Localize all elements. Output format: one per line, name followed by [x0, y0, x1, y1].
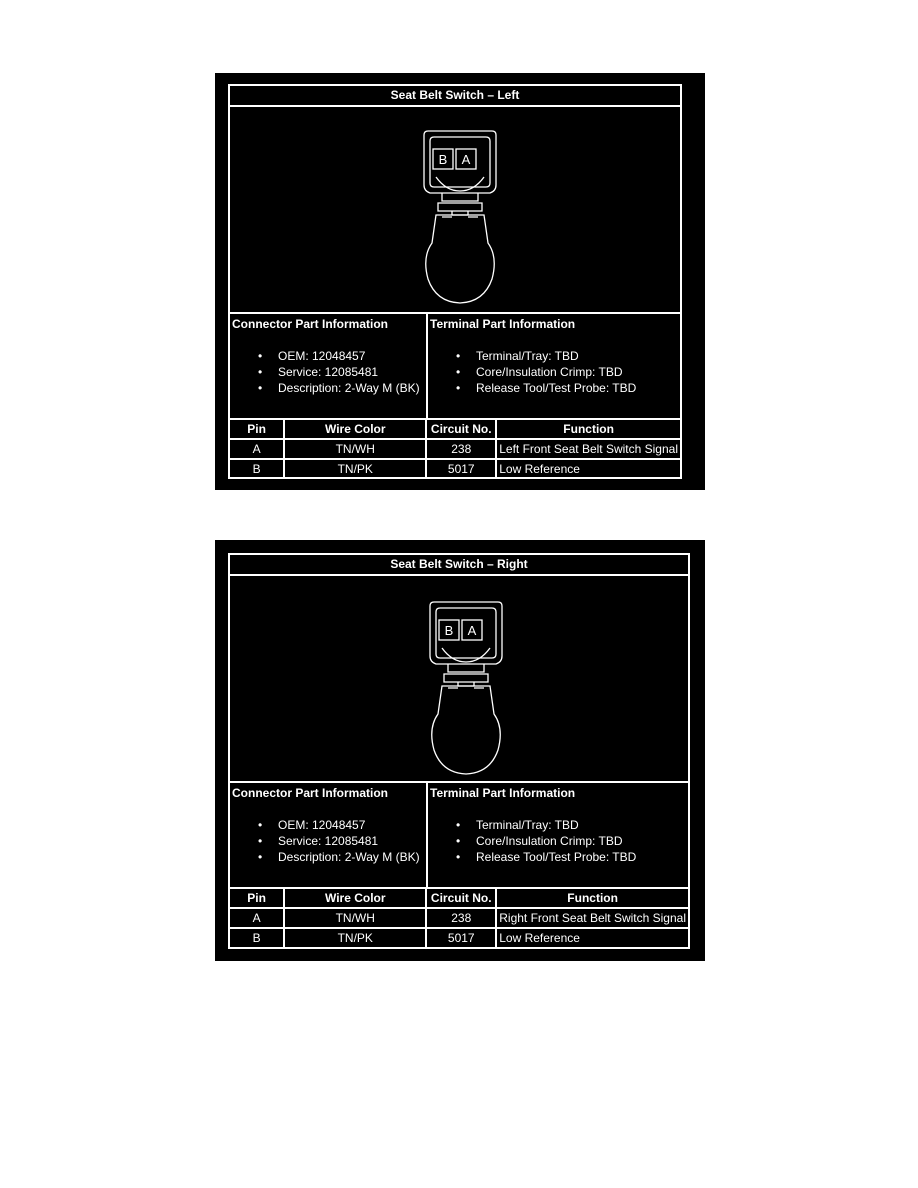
connector-drawing [230, 107, 680, 312]
circuit-cell: 238 [426, 439, 496, 459]
connector-illustration [230, 107, 680, 314]
connector-part-info [230, 314, 428, 418]
list-item: • Service: 12085481 [258, 364, 420, 380]
function-cell: Low Reference [496, 928, 688, 947]
panel-title: Seat Belt Switch – Right [230, 555, 688, 576]
terminal-part-header: Terminal Part Information [430, 317, 576, 331]
connector-frame [228, 84, 682, 479]
table-row [230, 439, 680, 459]
pin-cell: A [230, 908, 284, 928]
pinout-table [230, 889, 688, 947]
list-item: • Release Tool/Test Probe: TBD [456, 380, 636, 396]
column-header: Circuit No. [426, 889, 496, 908]
list-item: • Service: 12085481 [258, 833, 420, 849]
pin-cell: B [230, 459, 284, 478]
column-header: Wire Color [284, 420, 426, 439]
list-item: • OEM: 12048457 [258, 348, 420, 364]
cavity-label-a: A [461, 152, 471, 167]
part-information [230, 783, 688, 889]
wire-color-cell: TN/WH [284, 908, 426, 928]
function-cell: Low Reference [496, 459, 680, 478]
circuit-cell: 5017 [426, 459, 496, 478]
table-row [230, 928, 688, 947]
table-header-row [230, 889, 688, 908]
cavity-label-b: B [438, 152, 448, 167]
table-header-row [230, 420, 680, 439]
wire-color-cell: TN/PK [284, 459, 426, 478]
terminal-part-list [456, 348, 636, 396]
function-cell: Right Front Seat Belt Switch Signal [496, 908, 688, 928]
connector-drawing [230, 576, 688, 781]
part-information [230, 314, 680, 420]
connector-frame [228, 553, 690, 949]
list-item: • Release Tool/Test Probe: TBD [456, 849, 636, 865]
function-cell: Left Front Seat Belt Switch Signal [496, 439, 680, 459]
circuit-cell: 238 [426, 908, 496, 928]
table-row [230, 908, 688, 928]
list-item: • Description: 2-Way M (BK) [258, 380, 420, 396]
pin-cell: B [230, 928, 284, 947]
circuit-cell: 5017 [426, 928, 496, 947]
cavity-label-b: B [444, 623, 454, 638]
terminal-part-header: Terminal Part Information [430, 786, 576, 800]
column-header: Function [496, 889, 688, 908]
connector-part-info [230, 783, 428, 887]
list-item: • Core/Insulation Crimp: TBD [456, 833, 636, 849]
connector-part-list [258, 348, 420, 396]
connector-part-list [258, 817, 420, 865]
wire-color-cell: TN/PK [284, 928, 426, 947]
cavity-label-a: A [467, 623, 477, 638]
connector-panel-left [215, 73, 705, 490]
list-item: • OEM: 12048457 [258, 817, 420, 833]
terminal-part-info [428, 314, 680, 418]
list-item: • Terminal/Tray: TBD [456, 817, 636, 833]
terminal-part-info [428, 783, 688, 887]
column-header: Circuit No. [426, 420, 496, 439]
connector-part-header: Connector Part Information [232, 786, 389, 800]
table-row [230, 459, 680, 478]
column-header: Wire Color [284, 889, 426, 908]
column-header: Function [496, 420, 680, 439]
list-item: • Terminal/Tray: TBD [456, 348, 636, 364]
connector-illustration [230, 576, 688, 783]
connector-part-header: Connector Part Information [232, 317, 389, 331]
list-item: • Core/Insulation Crimp: TBD [456, 364, 636, 380]
panel-title: Seat Belt Switch – Left [230, 86, 680, 107]
column-header: Pin [230, 889, 284, 908]
pin-cell: A [230, 439, 284, 459]
list-item: • Description: 2-Way M (BK) [258, 849, 420, 865]
wire-color-cell: TN/WH [284, 439, 426, 459]
connector-panel-right [215, 540, 705, 961]
column-header: Pin [230, 420, 284, 439]
terminal-part-list [456, 817, 636, 865]
pinout-table [230, 420, 680, 478]
